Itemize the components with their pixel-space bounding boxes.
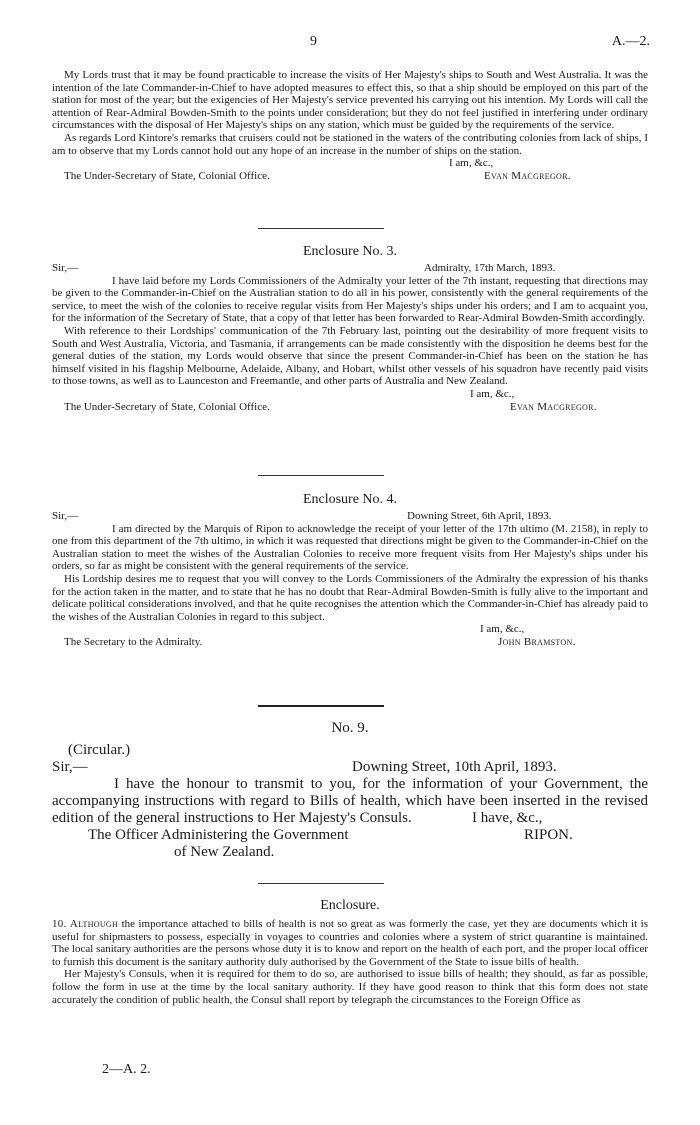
page-header	[0, 34, 700, 54]
signature: Evan Macgregor.	[484, 169, 571, 182]
closing-line	[52, 623, 648, 636]
place-date: Downing Street, 10th April, 1893.	[352, 759, 557, 775]
salutation: Sir,—	[52, 262, 79, 274]
closing: I am, &c.,	[480, 623, 525, 636]
section-title: Enclosure.	[320, 898, 380, 913]
signature-line	[52, 401, 648, 414]
salutation-line	[52, 262, 648, 275]
section-divider	[258, 883, 384, 884]
addressee-line-2	[52, 844, 648, 861]
signature: RIPON.	[524, 827, 573, 843]
signature-mark: 2—A. 2.	[102, 1062, 151, 1077]
letter-continuation	[52, 69, 648, 182]
closing: I am, &c.,	[470, 387, 515, 400]
signature: Evan Macgregor.	[510, 400, 597, 413]
section-title: Enclosure No. 3.	[302, 244, 398, 259]
paragraph-text: the importance attached to bills of health is not so great as was formerly the case, yet they are documents which it is useful for shipmasters to possess, especially in voyages to countries and colonies where a system of strict quarantine is maintained. The local sanitary authorities are the persons whose duty it is to know and report on the health of each port, and the proper local officer to furnish this document is the sanitary authority duly authorised by the Government of the State to issue bills of health.	[52, 918, 648, 968]
paragraph: I have laid before my Lords Commissioners of the Admiralty your letter of the 7th instant, requesting that directions may be given to the Commander-in-Chief on the Australian station to do all in his power, consistently with the general requirements of the service, to meet the wish of the colonies to receive regular visits from Her Majesty's ships under his orders; and I am to acquaint you, for the information of the Secretary of State, that a copy of that letter has been forwarded to Rear-Admiral Bowden-Smith accordingly.	[52, 274, 648, 325]
despatch-no-9	[52, 720, 648, 861]
addressee-continued: of New Zealand.	[174, 844, 275, 860]
circular-line	[52, 742, 648, 759]
salutation: Sir,—	[52, 759, 88, 775]
paragraph: As regards Lord Kintore's remarks that cruisers could not be stationed in the waters of the contributing colonies from lack of ships, I am to observe that my Lords cannot hold out any hope of an increase in the number of ships on the station.	[52, 131, 648, 157]
section-divider	[258, 705, 384, 707]
salutation-line	[52, 759, 648, 776]
paragraph	[52, 918, 648, 968]
paragraph: I am directed by the Marquis of Ripon to acknowledge the receipt of your letter of the 17th ultimo (M. 2158), in reply to one from this department of the 7th ultimo, in which it was requested that directions might be given to the Commander-in-Chief on the Australian station to meet the wishes of the Australian Colonies to receive more frequent visits from Her Majesty's ships under his orders, so far as might be consistent with the general requirements of the service.	[52, 522, 648, 573]
enclosure-4	[52, 492, 648, 649]
paragraph: Her Majesty's Consuls, when it is required for them to do so, are authorised to issue bills of health; they should, as far as possible, follow the form in use at the time by the local sanitary authority. If they have good reason to think that this form does not state accurately the condition of public health, the Consul shall report by telegraph the circumstances to the Foreign Office as	[52, 968, 648, 1006]
paragraph: With reference to their Lordships' communication of the 7th February last, pointing out the desirability of more frequent visits to South and West Australia, Victoria, and Tasmania, if arrangements can be made consistently with the disposition he deems best for the general duties of the station, my Lords would observe that since the present Commander-in-Chief has been on the station he has himself visited in his flagship Melbourne, Adelaide, Albany, and Hobart, whilst other vessels of his squadron have recently paid visits to those towns, as well as to Launceston and Freemantle, and other parts of Australia and New Zealand.	[52, 324, 648, 388]
paragraph: His Lordship desires me to request that you will convey to the Lords Commissioners of the Admiralty the expression of his thanks for the action taken in the matter, and to state that he has no doubt that Rear-Admiral Bowden-Smith is fully alive to the important and delicate political considerations involved, and that he quite recognises the attention which the Commander-in-Chief has already paid to the wishes of the Australian Colonies in regard to this subject.	[52, 572, 648, 623]
place-date: Admiralty, 17th March, 1893.	[424, 262, 556, 274]
section-divider	[258, 475, 384, 476]
salutation-line	[52, 510, 648, 523]
closing: I am, &c.,	[449, 157, 494, 170]
addressee: The Under-Secretary of State, Colonial Office.	[64, 400, 270, 413]
place-date: Downing Street, 6th April, 1893.	[407, 510, 552, 522]
closing-line	[52, 388, 648, 401]
page-reference: A.—2.	[611, 34, 650, 49]
paragraph-lead: 10. Although	[52, 918, 119, 930]
addressee: The Under-Secretary of State, Colonial Office.	[64, 169, 270, 182]
paragraph: My Lords trust that it may be found practicable to increase the visits of Her Majesty's ships to South and West Australia. It was the intention of the late Commander-in-Chief to have adopted measures to effect this, so that a ship should be employed on this part of the station for most of the year; but the exigencies of Her Majesty's service prevented his carrying out his intention. My Lords will call the attention of Rear-Admiral Bowden-Smith to the points under consideration; but they do not feel justified in interfering under ordinary circumstances with the disposal of Her Majesty's ships on any station, which must be guided by the requirements of the service.	[52, 69, 648, 132]
circular-label: (Circular.)	[68, 742, 131, 758]
paragraph: I have the honour to transmit to you, for the information of your Government, the accompanying instructions with regard to Bills of health, which have been inserted in the revised edition of the general instructions to Her Majesty's Consuls.	[52, 776, 648, 826]
addressee: The Officer Administering the Government	[88, 827, 349, 843]
enclosure-bills-of-health	[52, 898, 648, 1006]
signature: John Bramston.	[498, 635, 576, 648]
page-number: 9	[310, 34, 317, 49]
closing-line	[52, 157, 648, 170]
signature-line	[52, 170, 648, 183]
enclosure-3	[52, 244, 648, 413]
salutation: Sir,—	[52, 510, 79, 522]
addressee: The Secretary to the Admiralty.	[64, 635, 203, 648]
closing-line	[52, 810, 648, 827]
section-title: Enclosure No. 4.	[302, 492, 398, 507]
signature-line	[52, 636, 648, 649]
closing: I have, &c.,	[472, 810, 543, 826]
section-divider	[258, 228, 384, 229]
section-title: No. 9.	[331, 720, 369, 736]
addressee-line	[52, 827, 648, 844]
